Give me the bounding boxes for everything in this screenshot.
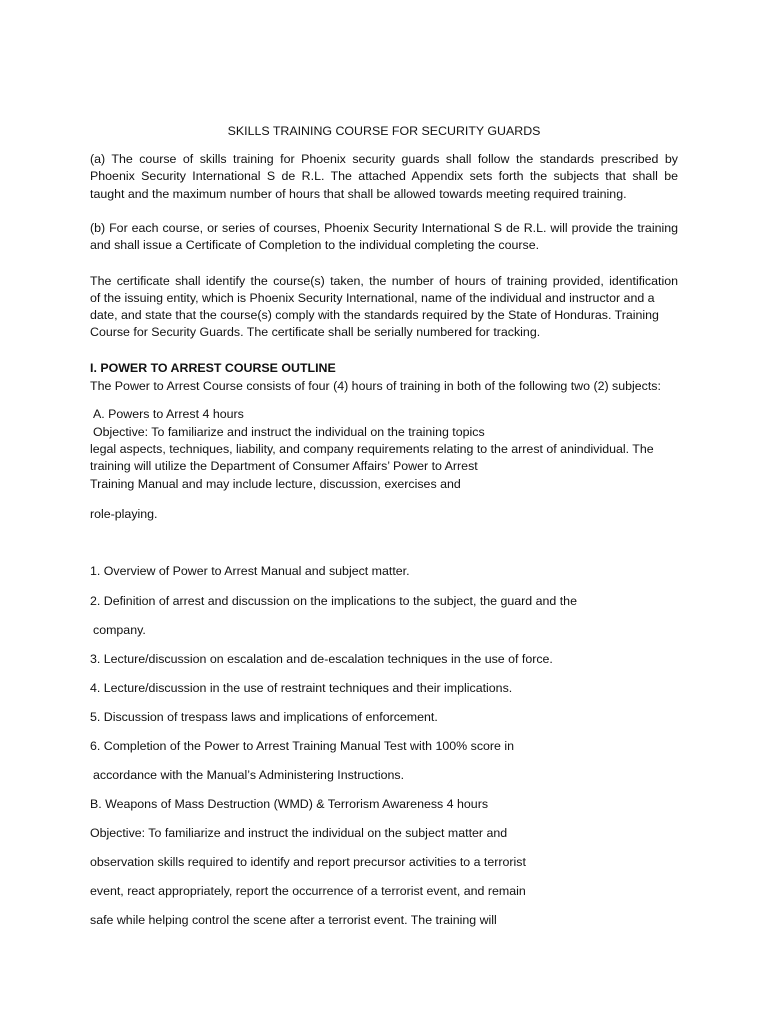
subject-b-line-3: event, react appropriately, report the occurrence of a terrorist event, and remain (90, 884, 526, 898)
subject-b-heading: B. Weapons of Mass Destruction (WMD) & Terrorism Awareness 4 hours (90, 797, 489, 811)
list-item-2: 2. Definition of arrest and discussion on the implications to the subject, the guard and the (90, 594, 577, 608)
subject-b-line-4: safe while helping control the scene after a terrorist event. The training will (90, 913, 497, 927)
subject-a-heading: A. Powers to Arrest 4 hours (93, 407, 244, 421)
subject-b-line-2: observation skills required to identify and report precursor activities to a terrorist (90, 855, 526, 869)
para-b-line-1: (b) For each course, or series of courses, Phoenix Security International S de R.L. will provide the training (90, 221, 678, 235)
para-a-line-1: (a) The course of skills training for Phoenix security guards shall follow the standards prescribed by (90, 152, 678, 166)
list-item-6-continued: accordance with the Manual’s Administering Instructions. (93, 768, 405, 782)
subject-a-line-1: Objective: To familiarize and instruct the individual on the training topics (93, 425, 485, 439)
document-title: SKILLS TRAINING COURSE FOR SECURITY GUARDS (227, 124, 541, 138)
para-cert-line-3: date, and state that the course(s) comply with the standards required by the State of Honduras. Training (90, 308, 659, 322)
list-item-4: 4. Lecture/discussion in the use of restraint techniques and their implications. (90, 681, 513, 695)
subject-a-line-4: Training Manual and may include lecture, discussion, exercises and (90, 477, 461, 491)
section-heading: I. POWER TO ARREST COURSE OUTLINE (90, 361, 336, 375)
para-a-line-3: taught and the maximum number of hours that shall be allowed towards meeting required training. (90, 187, 627, 201)
list-item-1: 1. Overview of Power to Arrest Manual and subject matter. (90, 564, 410, 578)
subject-a-tail: role-playing. (90, 507, 158, 521)
list-item-2-continued: company. (93, 623, 146, 637)
para-cert-line-4: Course for Security Guards. The certificate shall be serially numbered for tracking. (90, 325, 541, 339)
list-item-6: 6. Completion of the Power to Arrest Training Manual Test with 100% score in (90, 739, 515, 753)
section-intro: The Power to Arrest Course consists of four (4) hours of training in both of the following two (2) subjects: (90, 379, 661, 393)
subject-b-line-1: Objective: To familiarize and instruct the individual on the subject matter and (90, 826, 508, 840)
subject-a-line-2: legal aspects, techniques, liability, and company requirements relating to the arrest of anindividual. The (90, 442, 654, 456)
para-cert-line-2: of the issuing entity, which is Phoenix Security International, name of the individual and instructor and a (90, 291, 655, 305)
list-item-5: 5. Discussion of trespass laws and implications of enforcement. (90, 710, 438, 724)
para-a-line-2: Phoenix Security International S de R.L. The attached Appendix sets forth the subjects that shall be (90, 169, 678, 183)
subject-a-line-3: training will utilize the Department of Consumer Affairs’ Power to Arrest (90, 459, 478, 473)
list-item-3: 3. Lecture/discussion on escalation and de-escalation techniques in the use of force. (90, 652, 553, 666)
para-cert-line-1: The certificate shall identify the course(s) taken, the number of hours of training provided, identification (90, 274, 678, 288)
para-b-line-2: and shall issue a Certificate of Completion to the individual completing the course. (90, 238, 540, 252)
